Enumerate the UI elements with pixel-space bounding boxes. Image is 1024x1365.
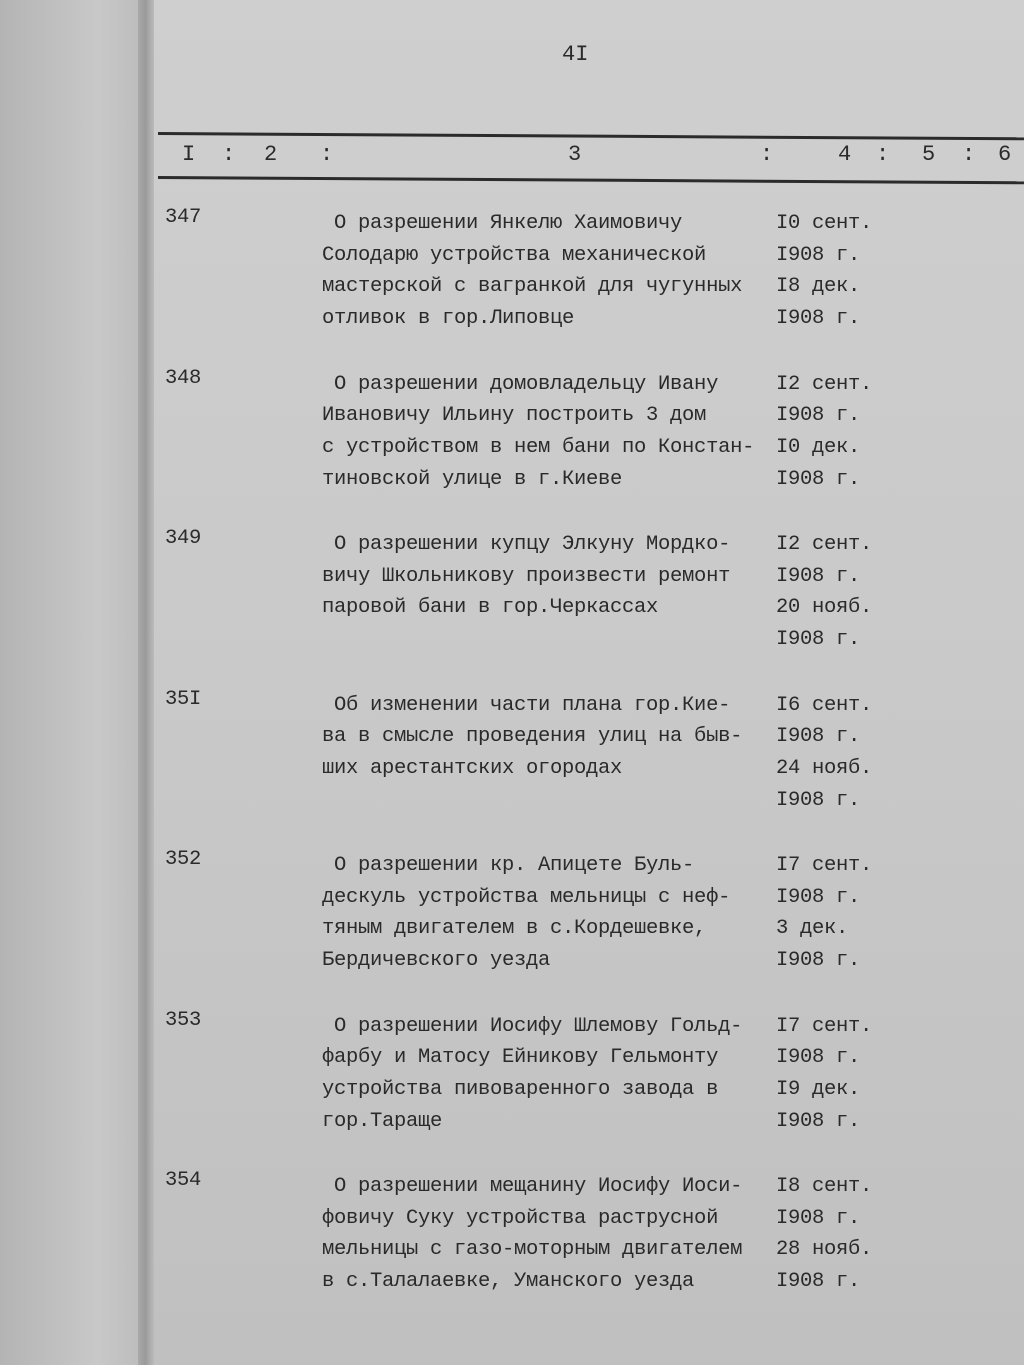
entry-description: [322, 529, 782, 656]
entry-dates: [776, 850, 872, 977]
date-line: I908 г.: [776, 564, 861, 588]
description-line: О разрешении домовладельцу Ивану: [322, 372, 719, 396]
description-line: О разрешении Янкелю Хаимовичу: [322, 212, 683, 235]
date-line: I0 сент.: [776, 212, 873, 235]
entry-number: 353: [165, 1008, 202, 1032]
entry-description: [322, 208, 782, 335]
date-line: 20 нояб.: [776, 596, 873, 620]
entry-number: 35I: [165, 687, 202, 711]
column-header-4: 4: [838, 142, 852, 167]
description-line: гор.Таращe: [322, 1109, 443, 1133]
column-header-3: 3: [568, 142, 582, 167]
date-line: I6 сент.: [776, 693, 873, 717]
entry-description: [322, 1171, 782, 1298]
column-header-1: I: [182, 142, 196, 167]
description-line: устройства пивоваренного завода в: [322, 1077, 719, 1101]
description-line: О разрешении мещанину Иосифу Иоси-: [322, 1175, 743, 1198]
date-line: I908 г.: [776, 243, 861, 267]
column-header-5: 5: [922, 142, 936, 167]
date-line: I908 г.: [776, 885, 861, 909]
list-item: [0, 687, 1024, 851]
entry-dates: [776, 529, 872, 656]
date-line: I908 г.: [776, 725, 861, 749]
description-line: паровой бани в гор.Черкассах: [322, 596, 659, 620]
entry-number: 348: [165, 366, 202, 390]
description-line: мельницы с газо-моторным двигателем: [322, 1238, 743, 1262]
date-line: I908 г.: [776, 1270, 861, 1294]
column-header-6: 6: [998, 142, 1012, 167]
page-number: 4I: [562, 42, 589, 67]
description-line: мастерской с вагранкой для чугунных: [322, 275, 743, 299]
date-line: 28 нояб.: [776, 1238, 873, 1262]
description-line: О разрешении купцу Элкуну Мордко-: [322, 533, 731, 556]
column-separator: :: [760, 142, 774, 167]
entry-description: [322, 1011, 782, 1138]
description-line: Об изменении части плана гор.Кие-: [322, 693, 731, 717]
entry-description: [322, 850, 782, 977]
description-line: О разрешении кр. Апицете Буль-: [322, 854, 695, 877]
description-line: с устройством в нем бани по Констан-: [322, 435, 755, 459]
description-line: отливок в гор.Липовце: [322, 307, 575, 331]
entry-dates: [776, 1171, 872, 1298]
entry-number: 349: [165, 527, 202, 550]
description-line: тяным двигателем в с.Кордешевке,: [322, 917, 707, 941]
date-line: I908 г.: [776, 628, 861, 652]
description-line: тиновской улице в г.Киеве: [322, 467, 623, 491]
entries-list: [0, 208, 1024, 1332]
description-line: вичу Школьникову произвести ремонт: [322, 564, 731, 588]
description-line: ших арестантских огородах: [322, 756, 623, 780]
description-line: Бердичевского уезда: [322, 949, 551, 973]
column-separator: :: [222, 142, 236, 167]
date-line: I2 сент.: [776, 533, 873, 556]
date-line: I8 дек.: [776, 275, 861, 299]
list-item: [0, 850, 1024, 1011]
description-line: [322, 785, 782, 817]
entry-number: 347: [165, 206, 202, 229]
column-separator: :: [320, 142, 334, 167]
description-line: ва в смысле проведения улиц на быв-: [322, 725, 743, 749]
date-line: I908 г.: [776, 788, 861, 812]
date-line: I908 г.: [776, 949, 861, 973]
column-separator: :: [876, 142, 890, 167]
entry-description: [322, 690, 782, 817]
entry-dates: [776, 690, 872, 817]
description-line: фарбу и Матосу Ейникову Гельмонту: [322, 1046, 719, 1070]
description-line: О разрешении Иосифу Шлемову Гольд-: [322, 1014, 743, 1038]
list-item: [0, 366, 1024, 530]
list-item: [0, 1171, 1024, 1332]
date-line: I908 г.: [776, 404, 861, 428]
entry-description: [322, 369, 782, 496]
description-line: дескуль устройства мельницы с неф-: [322, 885, 731, 909]
date-line: I8 сент.: [776, 1175, 873, 1198]
entry-dates: [776, 1011, 872, 1138]
date-line: I2 сент.: [776, 372, 873, 396]
description-line: Солодарю устройства механической: [322, 243, 707, 267]
date-line: I908 г.: [776, 467, 861, 491]
list-item: [0, 529, 1024, 690]
date-line: I9 дек.: [776, 1077, 861, 1101]
entry-dates: [776, 369, 872, 496]
date-line: I0 дек.: [776, 435, 861, 459]
description-line: [322, 624, 782, 656]
description-line: Ивановичу Ильину построить 3 дом: [322, 404, 707, 428]
list-item: [0, 1008, 1024, 1172]
date-line: 24 нояб.: [776, 756, 873, 780]
description-line: в с.Талалаевке, Уманского уезда: [322, 1270, 695, 1294]
date-line: 3 дек.: [776, 917, 849, 941]
entry-dates: [776, 208, 872, 335]
list-item: [0, 208, 1024, 369]
date-line: I7 сент.: [776, 1014, 873, 1038]
date-line: I908 г.: [776, 1206, 861, 1230]
date-line: I7 сент.: [776, 854, 873, 877]
column-header-2: 2: [264, 142, 278, 167]
date-line: I908 г.: [776, 1109, 861, 1133]
date-line: I908 г.: [776, 1046, 861, 1070]
entry-number: 354: [165, 1169, 202, 1192]
column-separator: :: [962, 142, 976, 167]
description-line: фовичу Суку устройства раструсной: [322, 1206, 719, 1230]
date-line: I908 г.: [776, 307, 861, 331]
entry-number: 352: [165, 848, 202, 871]
